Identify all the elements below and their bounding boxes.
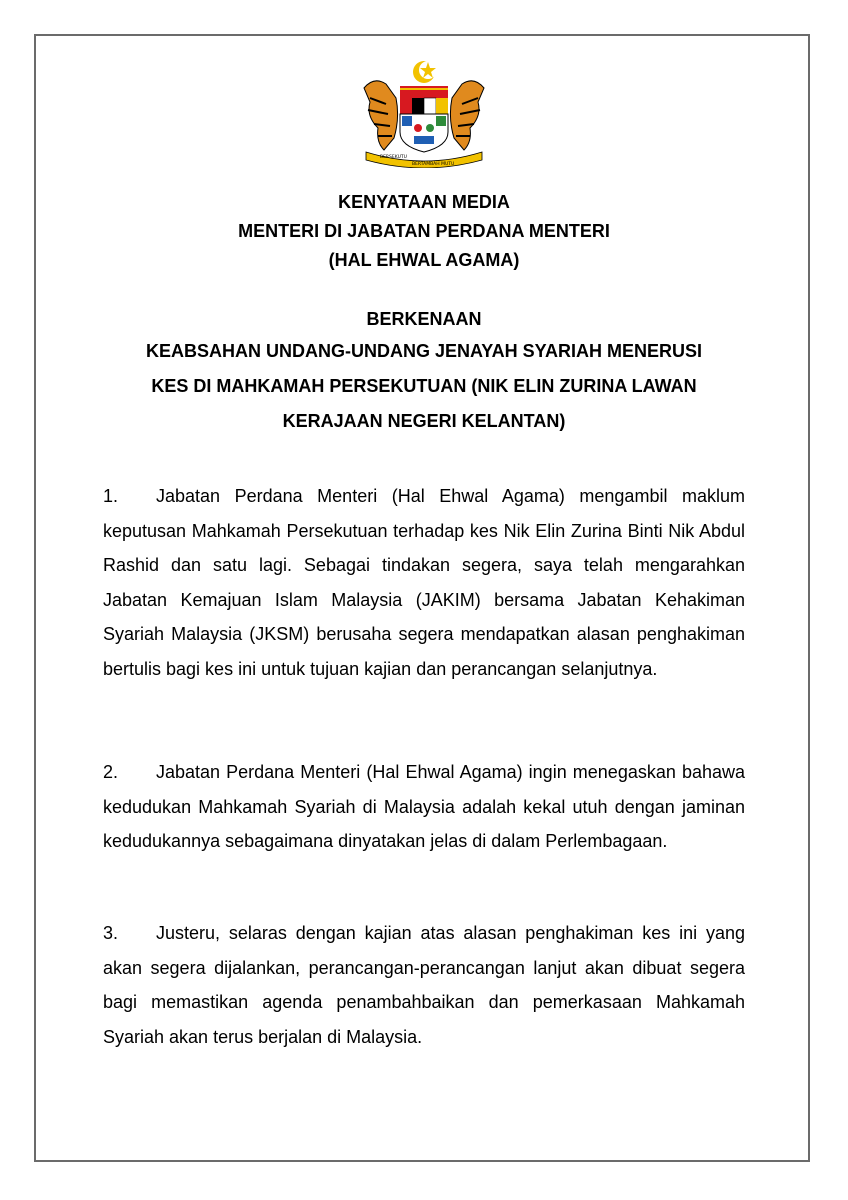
paragraph-text: Justeru, selaras dengan kajian atas alasan penghakiman kes ini yang akan segera dijalankan, perancangan-perancangan lanjut akan dibuat segera bagi memastikan agenda penambahbaikan dan pemerkasaan Mahkamah Syariah akan terus berjalan di Malaysia. bbox=[103, 923, 745, 1047]
subject-line-3: KES DI MAHKAMAH PERSEKUTUAN (NIK ELIN ZURINA LAWAN bbox=[151, 376, 697, 396]
paragraph-number: 2. bbox=[103, 762, 119, 782]
paragraph-2 bbox=[103, 755, 745, 859]
paragraph-1 bbox=[103, 479, 745, 686]
header-line-1: KENYATAAN MEDIA bbox=[338, 192, 510, 212]
header-line-2: MENTERI DI JABATAN PERDANA MENTERI bbox=[238, 221, 610, 241]
coat-of-arms-emblem bbox=[356, 58, 492, 168]
subject-line-4: KERAJAAN NEGERI KELANTAN) bbox=[282, 411, 566, 431]
media-statement-header bbox=[60, 188, 788, 275]
paragraph-number: 1. bbox=[103, 486, 119, 506]
header-line-3: (HAL EHWAL AGAMA) bbox=[328, 250, 520, 270]
paragraph-3 bbox=[103, 916, 745, 1054]
subject-line-1: BERKENAAN bbox=[366, 309, 482, 329]
subject-line-2: KEABSAHAN UNDANG-UNDANG JENAYAH SYARIAH MENERUSI bbox=[145, 341, 703, 361]
paragraph-text: Jabatan Perdana Menteri (Hal Ehwal Agama) ingin menegaskan bahawa kedudukan Mahkamah Syariah di Malaysia adalah kekal utuh dengan jaminan kedudukannya sebagaimana dinyatakan jelas di dalam Perlembagaan. bbox=[103, 762, 745, 851]
motto-right-text: BERTAMBAH MUTU bbox=[412, 162, 455, 167]
subject-heading bbox=[60, 304, 788, 439]
motto-left-text: BERSEKUTU bbox=[380, 155, 407, 160]
paragraph-text: Jabatan Perdana Menteri (Hal Ehwal Agama) mengambil maklum keputusan Mahkamah Persekutuan terhadap kes Nik Elin Zurina Binti Nik Abdul Rashid dan satu lagi. Sebagai tindakan segera, saya telah mengarahkan Jabatan Kemajuan Islam Malaysia (JAKIM) bersama Jabatan Kehakiman Syariah Malaysia (JKSM) berusaha segera mendapatkan alasan penghakiman bertulis bagi kes ini untuk tujuan kajian dan perancangan selanjutnya. bbox=[103, 486, 745, 679]
paragraph-number: 3. bbox=[103, 923, 119, 943]
